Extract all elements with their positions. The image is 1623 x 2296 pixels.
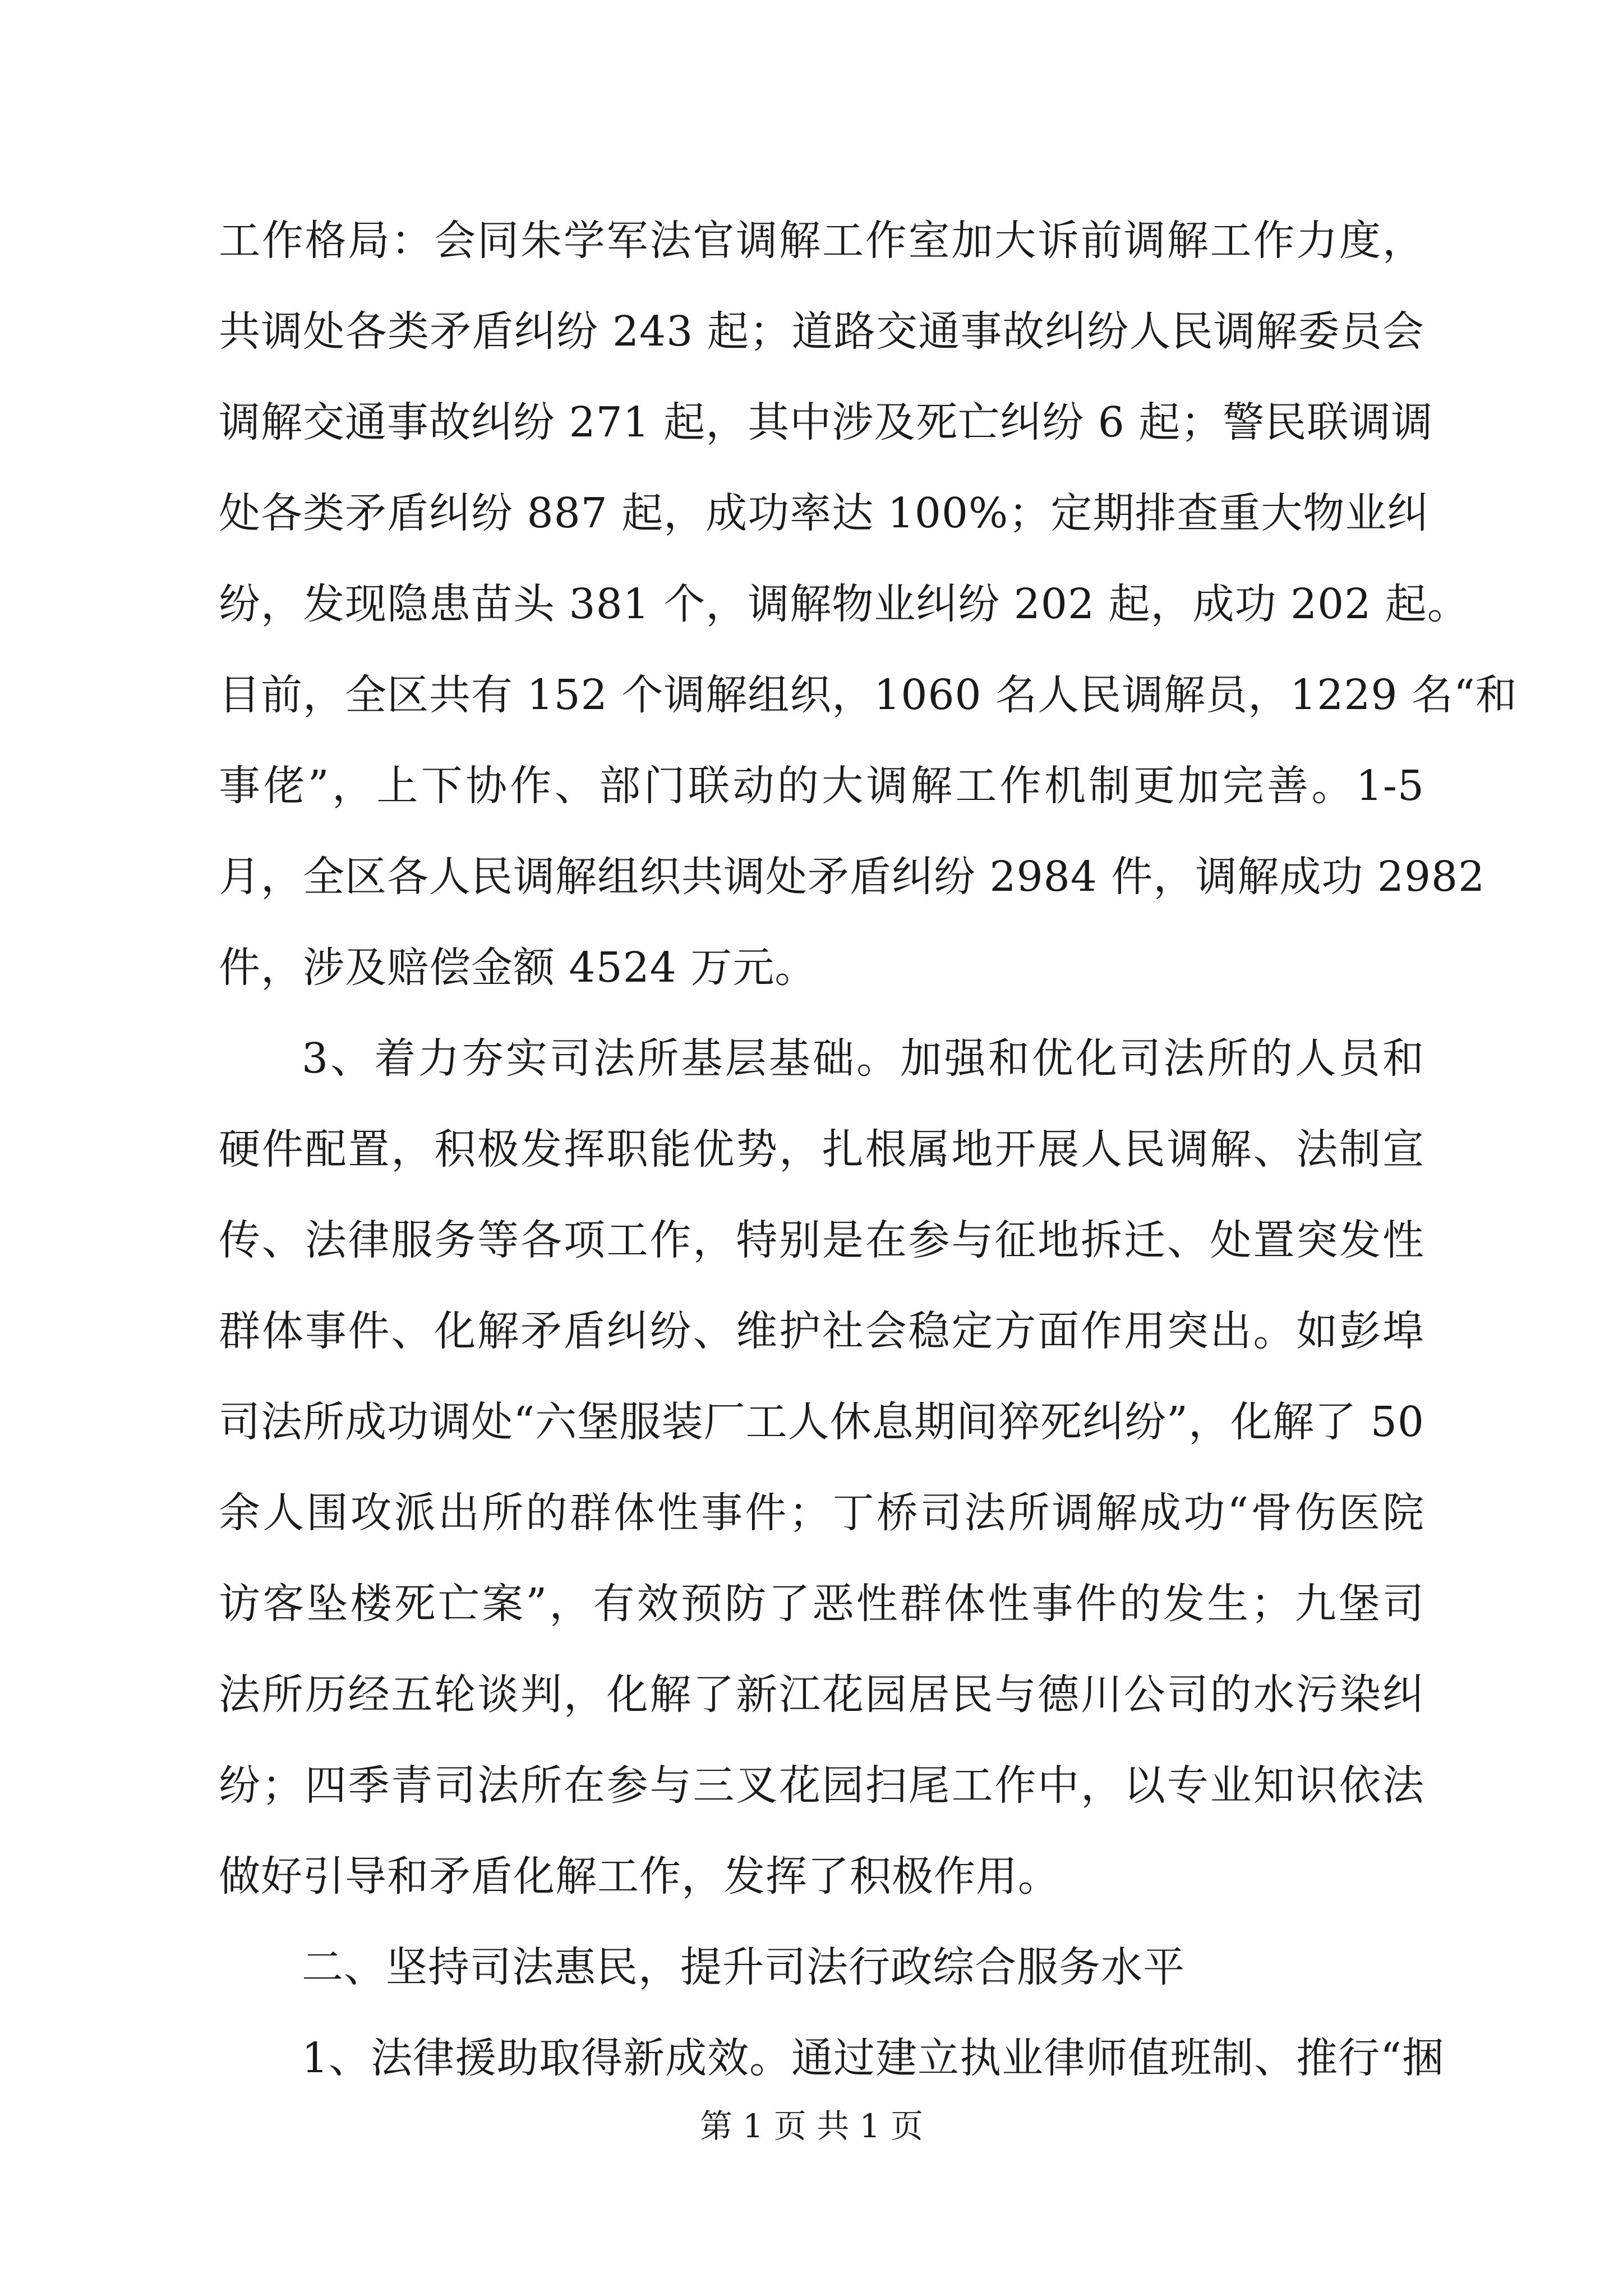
text-line: 群体事件、化解矛盾纠纷、维护社会稳定方面作用突出。如彭埠	[219, 1307, 1424, 1355]
section-heading	[219, 1922, 1424, 2013]
text-line: 访客坠楼死亡案”，有效预防了恶性群体性事件的发生；九堡司	[219, 1580, 1424, 1628]
text-line: 事佬”，上下协作、部门联动的大调解工作机制更加完善。1-5	[219, 762, 1424, 810]
text-line: 件，涉及赔偿金额 4524 万元。	[219, 944, 817, 992]
text-line: 纷，发现隐患苗头 381 个，调解物业纠纷 202 起，成功 202 起。	[219, 580, 1469, 628]
text-line: 传、法律服务等各项工作，特别是在参与征地拆迁、处置突发性	[219, 1216, 1424, 1264]
paragraph-mediation-stats	[219, 195, 1518, 1013]
text-line: 3、着力夯实司法所基层基础。加强和优化司法所的人员和	[302, 1034, 1424, 1083]
paragraph-legal-aid	[219, 2013, 1444, 2104]
text-line: 二、坚持司法惠民，提升司法行政综合服务水平	[302, 1943, 1185, 1991]
text-line: 目前，全区共有 152 个调解组织，1060 名人民调解员，1229 名“和	[219, 671, 1518, 719]
text-line: 月，全区各人民调解组织共调处矛盾纠纷 2984 件，调解成功 2982	[219, 853, 1486, 901]
text-line: 纷；四季青司法所在参与三叉花园扫尾工作中，以专业知识依法	[219, 1761, 1424, 1810]
text-line: 工作格局：会同朱学军法官调解工作室加大诉前调解工作力度，	[219, 217, 1424, 265]
text-line: 法所历经五轮谈判，化解了新江花园居民与德川公司的水污染纠	[219, 1671, 1424, 1719]
page-number-label: 第 1 页 共 1 页	[700, 2107, 923, 2145]
text-line: 硬件配置，积极发挥职能优势，扎根属地开展人民调解、法制宣	[219, 1125, 1424, 1174]
paragraph-judicial-office	[219, 1013, 1424, 1922]
text-line: 做好引导和矛盾化解工作，发挥了积极作用。	[219, 1852, 1060, 1901]
text-line: 共调处各类矛盾纠纷 243 起；道路交通事故纠纷人民调解委员会	[219, 307, 1424, 356]
document-body	[219, 195, 1518, 2104]
text-line: 1、法律援助取得新成效。通过建立执业律师值班制、推行“捆	[302, 2034, 1444, 2082]
text-line: 司法所成功调处“六堡服装厂工人休息期间猝死纠纷”，化解了 50	[219, 1398, 1424, 1446]
text-line: 调解交通事故纠纷 271 起，其中涉及死亡纠纷 6 起；警民联调调	[219, 398, 1433, 447]
page-footer	[0, 2104, 1623, 2148]
text-line: 处各类矛盾纠纷 887 起，成功率达 100%；定期排查重大物业纠	[219, 489, 1430, 537]
text-line: 余人围攻派出所的群体性事件；丁桥司法所调解成功“骨伤医院	[219, 1489, 1424, 1537]
